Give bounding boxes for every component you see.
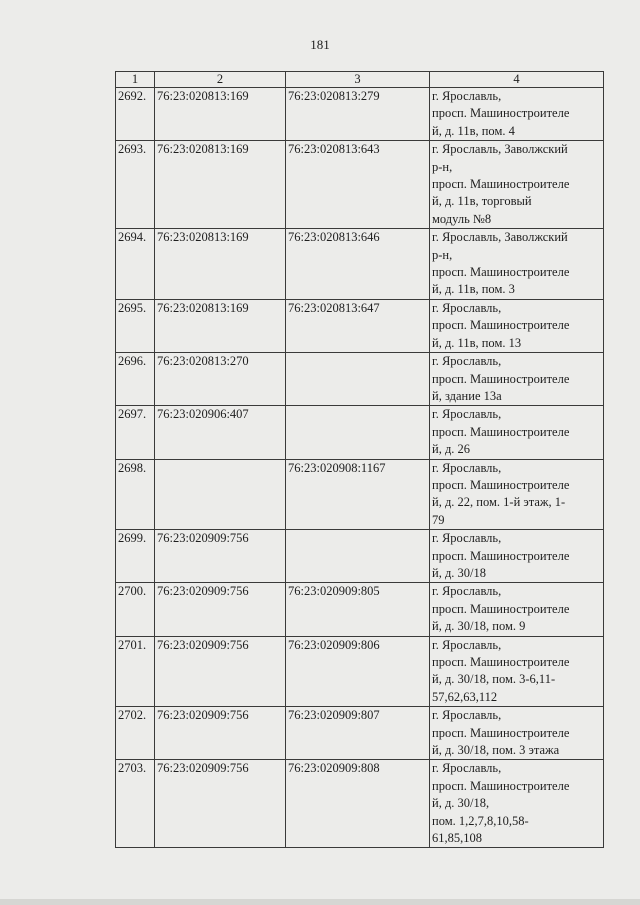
address-cell xyxy=(430,353,604,406)
row-number-cell: 2693. xyxy=(116,141,155,229)
address-line: р-н, xyxy=(432,159,453,174)
cadastral-parent-cell: 76:23:020909:756 xyxy=(155,707,286,760)
cadastral-object-cell: 76:23:020813:643 xyxy=(286,141,430,229)
address-cell xyxy=(430,299,604,352)
table-header-row xyxy=(116,72,604,88)
address-line: модуль №8 xyxy=(432,211,492,226)
row-number-cell: 2692. xyxy=(116,88,155,141)
cadastral-object-cell xyxy=(286,406,430,459)
table-body xyxy=(116,88,604,848)
table-row xyxy=(116,88,604,141)
column-header: 4 xyxy=(430,72,604,88)
address-line: й, д. 30/18, xyxy=(432,796,490,811)
register-table xyxy=(115,71,604,848)
address-cell xyxy=(430,760,604,848)
address-line: просп. Машиностроителе xyxy=(432,265,570,280)
cadastral-parent-cell: 76:23:020909:756 xyxy=(155,530,286,583)
address-line: просп. Машиностроителе xyxy=(432,106,570,121)
address-line: г. Ярославль, xyxy=(432,531,502,546)
table-row xyxy=(116,760,604,848)
address-cell xyxy=(430,459,604,530)
column-header: 1 xyxy=(116,72,155,88)
column-header: 2 xyxy=(155,72,286,88)
row-number-cell: 2700. xyxy=(116,583,155,636)
cadastral-object-cell: 76:23:020813:647 xyxy=(286,299,430,352)
cadastral-object-cell: 76:23:020909:807 xyxy=(286,707,430,760)
row-number-cell: 2694. xyxy=(116,229,155,300)
table-row xyxy=(116,636,604,707)
address-line: й, здание 13а xyxy=(432,388,502,403)
row-number-cell: 2695. xyxy=(116,299,155,352)
address-line: просп. Машиностроителе xyxy=(432,424,570,439)
cadastral-parent-cell: 76:23:020813:169 xyxy=(155,141,286,229)
table-row xyxy=(116,141,604,229)
address-line: г. Ярославль, Заволжский xyxy=(432,142,568,157)
address-line: р-н, xyxy=(432,247,453,262)
cadastral-parent-cell xyxy=(155,459,286,530)
address-line: просп. Машиностроителе xyxy=(432,778,570,793)
address-line: г. Ярославль, xyxy=(432,708,502,723)
page-number: 181 xyxy=(310,37,330,52)
address-line: просп. Машиностроителе xyxy=(432,725,570,740)
table-row xyxy=(116,530,604,583)
cadastral-object-cell xyxy=(286,353,430,406)
cadastral-parent-cell: 76:23:020813:270 xyxy=(155,353,286,406)
address-line: й, д. 11в, пом. 3 xyxy=(432,282,515,297)
cadastral-object-cell xyxy=(286,530,430,583)
address-line: 61,85,108 xyxy=(432,831,482,846)
table-row xyxy=(116,406,604,459)
row-number-cell: 2698. xyxy=(116,459,155,530)
address-line: й, д. 11в, пом. 4 xyxy=(432,123,515,138)
address-line: г. Ярославль, xyxy=(432,89,502,103)
cadastral-object-cell: 76:23:020908:1167 xyxy=(286,459,430,530)
cadastral-parent-cell: 76:23:020906:407 xyxy=(155,406,286,459)
cadastral-parent-cell: 76:23:020813:169 xyxy=(155,229,286,300)
cadastral-parent-cell: 76:23:020813:169 xyxy=(155,299,286,352)
address-line: г. Ярославль, xyxy=(432,407,502,422)
table-row xyxy=(116,353,604,406)
table-row xyxy=(116,459,604,530)
address-line: г. Ярославль, xyxy=(432,584,502,599)
address-line: просп. Машиностроителе xyxy=(432,477,570,492)
row-number-cell: 2703. xyxy=(116,760,155,848)
cadastral-object-cell: 76:23:020909:805 xyxy=(286,583,430,636)
cadastral-object-cell: 76:23:020813:646 xyxy=(286,229,430,300)
address-line: й, д. 22, пом. 1-й этаж, 1- xyxy=(432,495,566,510)
table-row xyxy=(116,299,604,352)
address-line: просп. Машиностроителе xyxy=(432,601,570,616)
address-cell xyxy=(430,141,604,229)
address-line: просп. Машиностроителе xyxy=(432,318,570,333)
address-line: г. Ярославль, xyxy=(432,761,502,776)
address-cell xyxy=(430,229,604,300)
address-line: й, д. 11в, торговый xyxy=(432,194,532,209)
address-line: й, д. 30/18, пом. 3-6,11- xyxy=(432,672,556,687)
address-line: просп. Машиностроителе xyxy=(432,655,570,669)
address-cell xyxy=(430,583,604,636)
address-line: пом. 1,2,7,8,10,58- xyxy=(432,813,529,828)
address-line: г. Ярославль, xyxy=(432,637,502,652)
table-row xyxy=(116,583,604,636)
row-number-cell: 2697. xyxy=(116,406,155,459)
address-line: г. Ярославль, Заволжский xyxy=(432,230,568,245)
cadastral-object-cell: 76:23:020813:279 xyxy=(286,88,430,141)
cadastral-parent-cell: 76:23:020909:756 xyxy=(155,636,286,707)
row-number-cell: 2696. xyxy=(116,353,155,406)
cadastral-object-cell: 76:23:020909:806 xyxy=(286,636,430,707)
cadastral-object-cell: 76:23:020909:808 xyxy=(286,760,430,848)
table-row xyxy=(116,707,604,760)
table-row xyxy=(116,229,604,300)
address-cell xyxy=(430,88,604,141)
address-line: й, д. 30/18 xyxy=(432,565,487,580)
address-line: й, д. 11в, пом. 13 xyxy=(432,335,522,350)
row-number-cell: 2699. xyxy=(116,530,155,583)
column-header: 3 xyxy=(286,72,430,88)
address-cell xyxy=(430,707,604,760)
address-line: просп. Машиностроителе xyxy=(432,548,570,563)
address-line: 57,62,63,112 xyxy=(432,689,498,704)
address-line: просп. Машиностроителе xyxy=(432,371,570,386)
address-cell xyxy=(430,530,604,583)
cadastral-parent-cell: 76:23:020909:756 xyxy=(155,583,286,636)
address-line: г. Ярославль, xyxy=(432,354,502,369)
address-line: 79 xyxy=(432,512,445,527)
address-line: г. Ярославль, xyxy=(432,460,502,475)
address-cell xyxy=(430,636,604,707)
page-bottom-edge xyxy=(0,899,640,905)
address-line: г. Ярославль, xyxy=(432,300,502,315)
address-line: й, д. 30/18, пом. 3 этажа xyxy=(432,743,560,758)
cadastral-parent-cell: 76:23:020909:756 xyxy=(155,760,286,848)
address-line: просп. Машиностроителе xyxy=(432,177,570,192)
address-line: й, д. 26 xyxy=(432,442,471,457)
address-cell xyxy=(430,406,604,459)
cadastral-parent-cell: 76:23:020813:169 xyxy=(155,88,286,141)
row-number-cell: 2702. xyxy=(116,707,155,760)
address-line: й, д. 30/18, пом. 9 xyxy=(432,619,526,634)
row-number-cell: 2701. xyxy=(116,636,155,707)
